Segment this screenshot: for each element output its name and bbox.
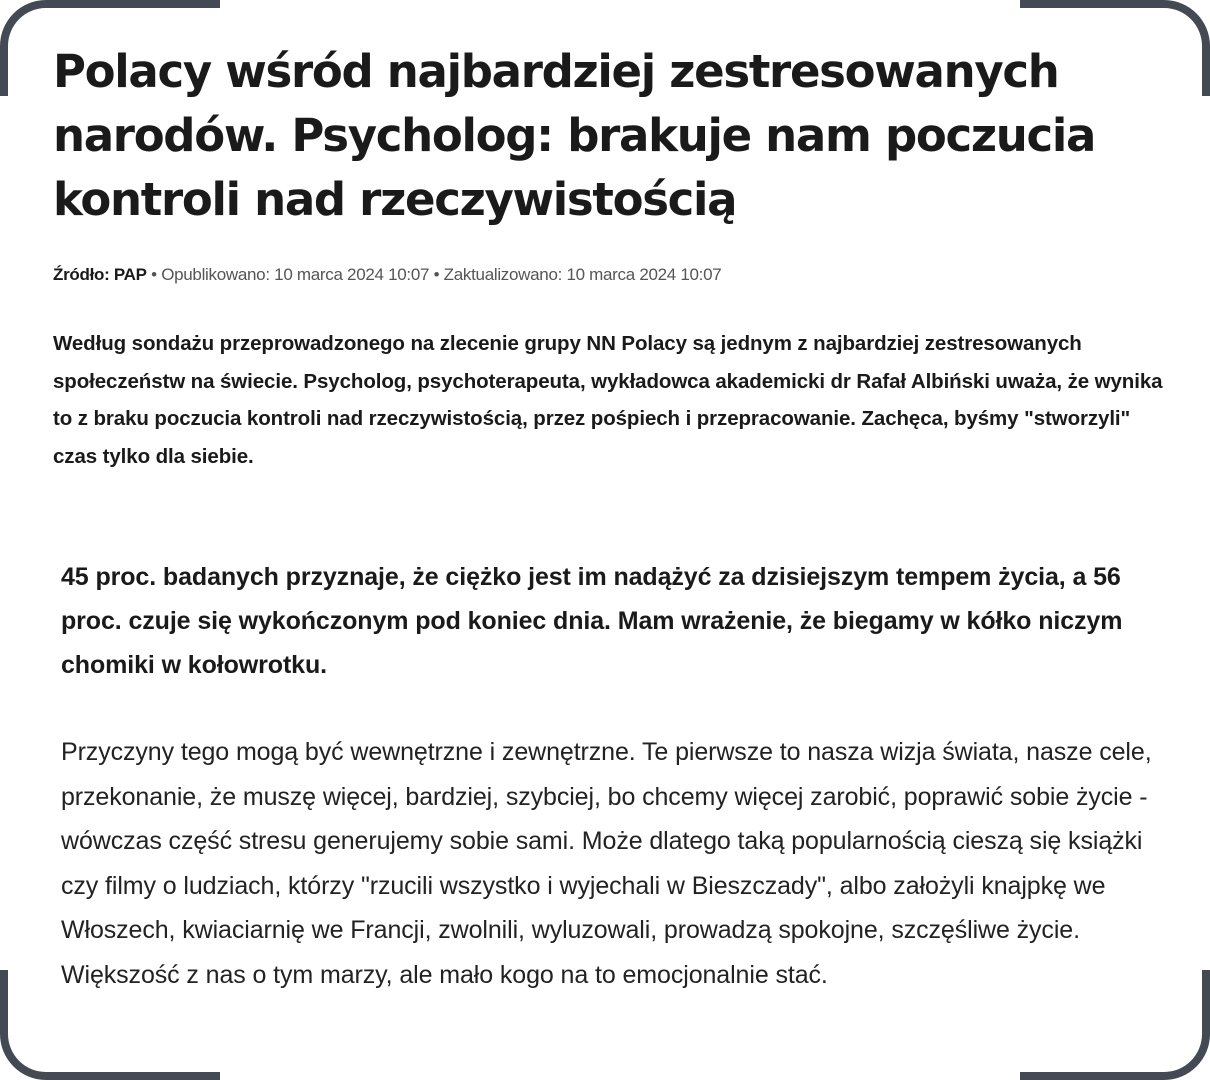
article-lead: Według sondażu przeprowadzonego na zlecenie grupy NN Polacy są jednym z najbardziej zestresowanych społeczeństw na świecie. Psycholog, psychoterapeuta, wykładowca akademicki dr Rafał Albiński uważa, że wynika to z braku poczucia kontroli nad rzeczywistością, przez pośpiech i przepracowanie. Zachęca, byśmy "stworzyli" czas tylko dla siebie.	[53, 332, 1163, 468]
article-paragraph: Przyczyny tego mogą być wewnętrzne i zewnętrzne. Te pierwsze to nasza wizja świata, nasze cele, przekonanie, że muszę więcej, bardziej, szybciej, bo chcemy więcej zarobić, poprawić sobie życie - wówczas część stresu generujemy sobie sami. Może dlatego taką popularnością cieszą się książki czy filmy o ludziach, którzy "rzucili wszystko i wyjechali w Bieszczady", albo założyli knajpkę we Włoszech, kwiaciarnię we Francji, zwolnili, wyluzowali, prowadzą spokojne, szczęśliwe życie. Większość z nas o tym marzy, ale mało kogo na to emocjonalnie stać.	[61, 738, 1152, 989]
article-meta	[53, 265, 721, 285]
article-source: Źródło: PAP	[53, 265, 147, 284]
meta-separator: •	[151, 265, 157, 284]
meta-separator: •	[433, 265, 440, 284]
updated-date: Zaktualizowano: 10 marca 2024 10:07	[443, 265, 722, 284]
article-title: Polacy wśród najbardziej zestresowanych narodów. Psycholog: brakuje nam poczucia kontroli nad rzeczywistością	[53, 45, 1096, 226]
article-quote: 45 proc. badanych przyznaje, że ciężko jest im nadążyć za dzisiejszym tempem życia, a 56 proc. czuje się wykończonym pod koniec dnia. Mam wrażenie, że biegamy w kółko niczym chomiki w kołowrotku.	[61, 563, 1123, 679]
published-date: Opublikowano: 10 marca 2024 10:07	[161, 265, 430, 284]
